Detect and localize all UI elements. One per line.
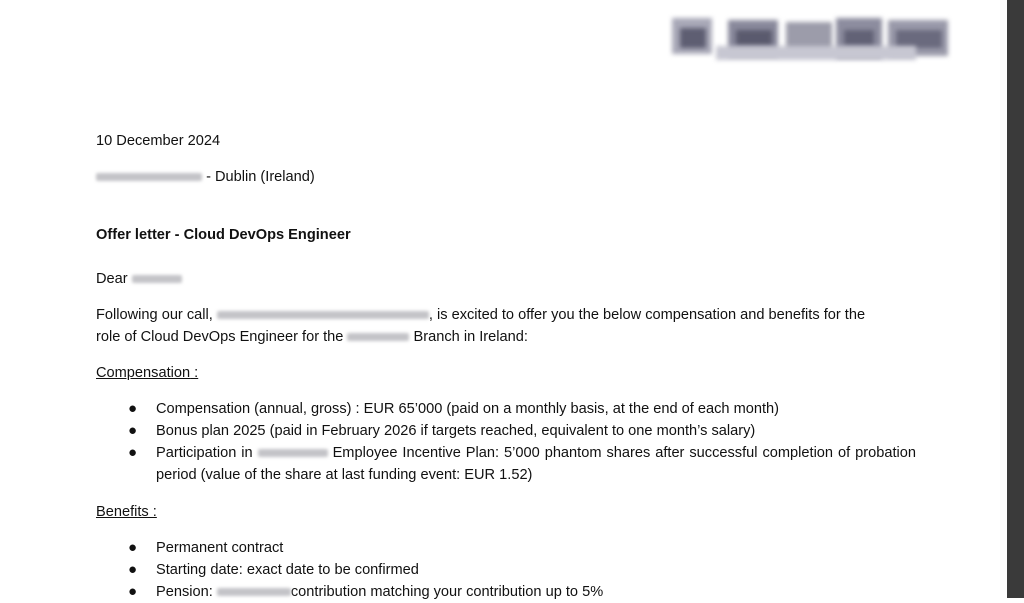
greeting-line [96, 269, 182, 289]
redacted-company [217, 588, 291, 596]
redacted-company [217, 311, 429, 319]
intro-text-1: Following our call, [96, 307, 213, 323]
bullet-icon: ● [128, 444, 138, 461]
list-item [96, 537, 916, 559]
letter-date: 10 December 2024 [96, 133, 221, 149]
list-item-text: Permanent contract [156, 540, 284, 556]
intro-text-4: Branch in Ireland: [413, 329, 528, 345]
bullet-icon: ● [128, 583, 138, 600]
redacted-branch [347, 333, 409, 341]
greeting-text: Dear [96, 271, 128, 287]
intro-text-3: role of Cloud DevOps Engineer for the [96, 329, 344, 345]
list-item [96, 442, 916, 486]
compensation-heading-text: Compensation [96, 365, 191, 381]
list-item-text: Starting date: exact date to be confirmed [156, 562, 419, 578]
list-item [96, 420, 916, 442]
list-item [96, 398, 916, 420]
intro-text-2: , is excited to offer you the below compensation and benefits for the [428, 307, 866, 323]
benefits-list [96, 537, 916, 603]
compensation-heading [96, 363, 198, 383]
redacted-recipient [96, 173, 202, 181]
participation-text: Employee Incentive Plan: 5’000 phantom shares after successful completion of probation period (value of the share at last funding event: EUR 1.52) [156, 445, 916, 483]
vertical-scrollbar[interactable] [1007, 0, 1024, 598]
list-item [96, 581, 916, 603]
bullet-icon: ● [128, 561, 138, 578]
bullet-icon: ● [128, 400, 138, 417]
list-item-text: Compensation (annual, gross) : EUR 65’000 (paid on a monthly basis, at the end of each month) [156, 401, 780, 417]
location-text: - Dublin (Ireland) [206, 169, 315, 185]
benefits-heading-text: Benefits : [96, 504, 157, 520]
benefits-heading [96, 502, 157, 522]
redacted-name [132, 275, 182, 283]
compensation-heading-colon: : [190, 365, 199, 381]
company-logo [656, 6, 966, 78]
intro-paragraph [96, 304, 912, 348]
list-item-text: Bonus plan 2025 (paid in February 2026 if targets reached, equivalent to one month’s salary) [156, 423, 756, 439]
redacted-company [258, 449, 328, 457]
bullet-icon: ● [128, 422, 138, 439]
bullet-icon: ● [128, 539, 138, 556]
list-item [96, 559, 916, 581]
participation-prefix: Participation in [156, 445, 253, 461]
letter-subject: Offer letter - Cloud DevOps Engineer [96, 227, 351, 243]
recipient-location [96, 167, 315, 187]
compensation-list [96, 398, 916, 486]
pension-prefix: Pension: [156, 584, 213, 600]
pension-text: contribution matching your contribution up to 5% [290, 584, 604, 600]
